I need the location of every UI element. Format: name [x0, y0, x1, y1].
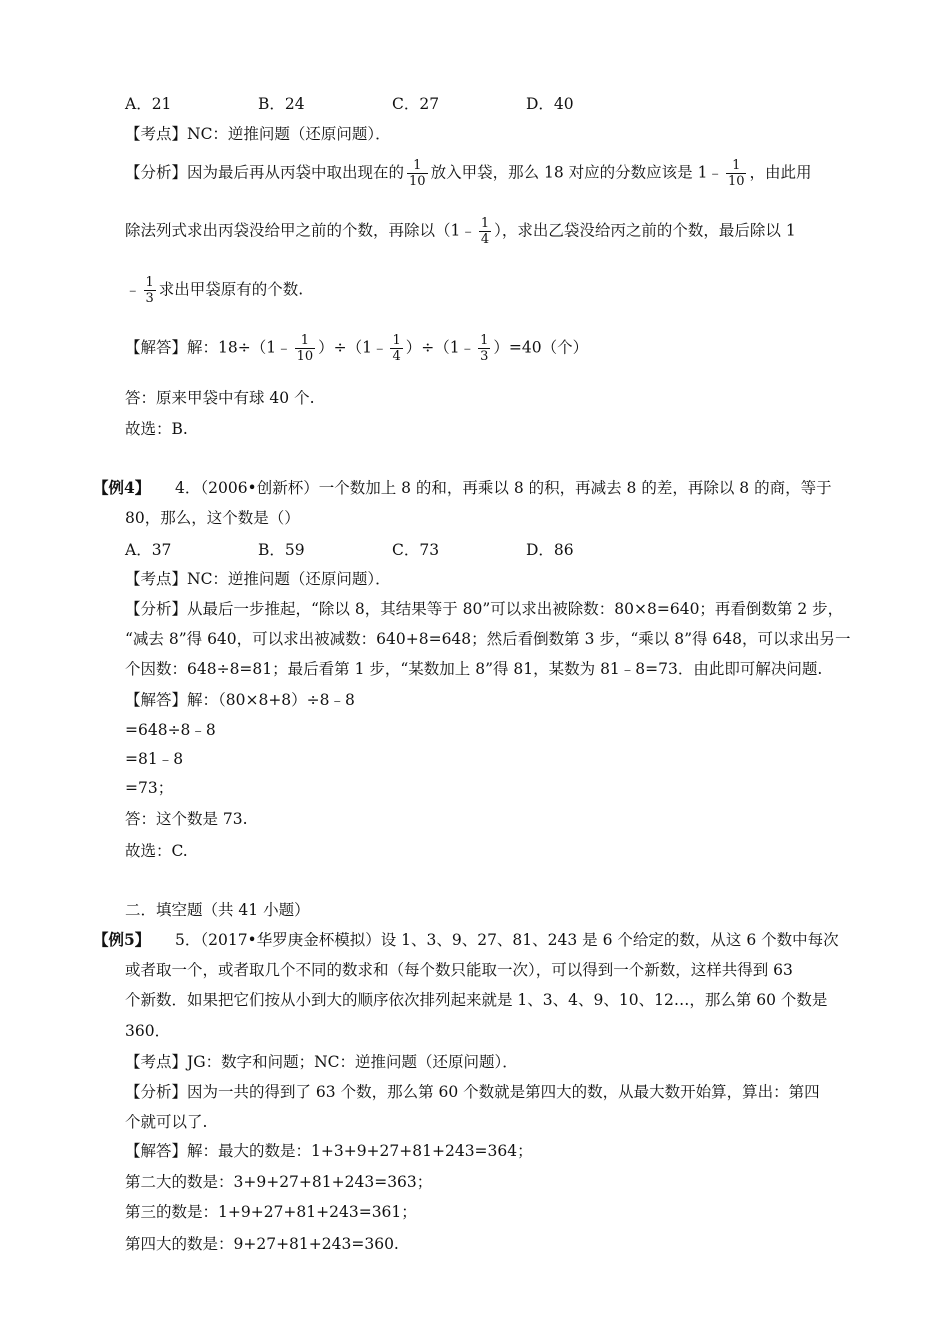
q5-text-line2: 或者取一个，或者取几个不同的数求和（每个数只能取一次），可以得到一个新数，这样共得到 63 [125, 961, 793, 979]
text: ﹣ [125, 280, 141, 299]
q3-answer: 答：原来甲袋中有球 40 个. [125, 389, 315, 407]
q5-step2: 第二大的数是：3+9+27+81+243=363； [125, 1173, 433, 1191]
q4-step3: =73； [125, 779, 174, 797]
option-c: C．73 [392, 541, 440, 559]
q5-fenxi-line2: 个就可以了. [125, 1113, 208, 1131]
q3-kaodian: 【考点】NC：逆推问题（还原问题）． [125, 125, 391, 143]
q4-jieda: 【解答】解：（80×8+8）÷8﹣8 [125, 691, 355, 709]
q4-answer: 答：这个数是 73. [125, 810, 248, 828]
q5-step3: 第三的数是：1+9+27+81+243=361； [125, 1203, 417, 1221]
q3-fenxi-line2 [125, 216, 796, 247]
fraction: $\frac{1}{4}$ [392, 333, 401, 364]
q4-fenxi-line2: “减去 8”得 640，可以求出被减数：640+8=648；然后看倒数第 3 步，“乘以 8”得 648，可以求出另一 [125, 630, 851, 648]
option-a: A．21 [125, 95, 172, 113]
text: 【解答】解：18÷（1﹣ [125, 338, 292, 357]
fraction: $\frac{1}{4}$ [480, 216, 490, 247]
q3-fenxi-line1 [125, 158, 812, 189]
fraction: $\frac{1}{3}$ [145, 275, 154, 306]
fraction: $\frac{1}{3}$ [480, 333, 489, 364]
fraction: $\frac{1}{10}$ [409, 158, 426, 189]
text: ，由此用 [749, 163, 812, 182]
q4-fenxi-line1: 【分析】从最后一步推起，“除以 8，其结果等于 80”可以求出被除数：80×8=640；再看倒数第 2 步， [125, 600, 844, 618]
option-d: D．86 [526, 541, 574, 559]
q5-fenxi-line1: 【分析】因为一共的得到了 63 个数，那么第 60 个数就是第四大的数，从最大数开始算，算出：第四 [125, 1083, 820, 1101]
text: ）÷（1﹣ [405, 338, 476, 357]
q4-step2: =81﹣8 [125, 750, 184, 768]
q3-jieda [125, 333, 588, 364]
q5-text-line1: 5．（2017•华罗庚金杯模拟）设 1、3、9、27、81、243 是 6 个给定的数，从这 6 个数中每次 [175, 931, 839, 949]
fraction: $\frac{1}{10}$ [727, 158, 745, 189]
option-b: B．24 [258, 95, 305, 113]
text: 放入甲袋，那么 18 对应的分数应该是 1﹣ [430, 163, 723, 182]
text: ），求出乙袋没给丙之前的个数，最后除以 1 [494, 221, 796, 240]
q5-text-line3: 个新数．如果把它们按从小到大的顺序依次排列起来就是 1、3、4、9、10、12…，那么第 60 个数是 [125, 991, 828, 1009]
option-a: A．37 [125, 541, 172, 559]
q5-jieda: 【解答】解：最大的数是：1+3+9+27+81+243=364； [125, 1142, 533, 1160]
section-heading: 二．填空题（共 41 小题） [125, 901, 310, 919]
q5-label: 【例5】 [93, 930, 151, 949]
q4-label: 【例4】 [93, 478, 151, 497]
text: ）=40（个） [493, 338, 589, 357]
q4-text-line2: 80，那么，这个数是（） [125, 509, 300, 527]
q3-choice: 故选：B. [125, 420, 188, 438]
text: 除法列式求出丙袋没给甲之前的个数，再除以（1﹣ [125, 221, 476, 240]
q5-text-line4: 360． [125, 1022, 171, 1040]
text: ）÷（1﹣ [318, 338, 388, 357]
option-c: C．27 [392, 95, 440, 113]
fraction: $\frac{1}{10}$ [296, 333, 314, 364]
q4-text-line1: 4．（2006•创新杯）一个数加上 8 的和，再乘以 8 的积，再减去 8 的差，再除以 8 的商，等于 [175, 479, 832, 497]
option-d: D．40 [526, 95, 574, 113]
q3-fenxi-line3 [125, 275, 303, 306]
q4-kaodian: 【考点】NC：逆推问题（还原问题）． [125, 570, 391, 588]
q4-step1: =648÷8﹣8 [125, 721, 216, 739]
q4-fenxi-line3: 个因数：648÷8=81；最后看第 1 步，“某数加上 8”得 81，某数为 81﹣8=73．由此即可解决问题. [125, 660, 823, 678]
option-b: B．59 [258, 541, 305, 559]
q5-kaodian: 【考点】JG：数字和问题；NC：逆推问题（还原问题）． [125, 1053, 518, 1071]
text: 【分析】因为最后再从丙袋中取出现在的 [125, 163, 405, 182]
text: 求出甲袋原有的个数. [158, 280, 304, 299]
q5-step4: 第四大的数是：9+27+81+243=360. [125, 1235, 399, 1253]
q4-choice: 故选：C. [125, 842, 188, 860]
